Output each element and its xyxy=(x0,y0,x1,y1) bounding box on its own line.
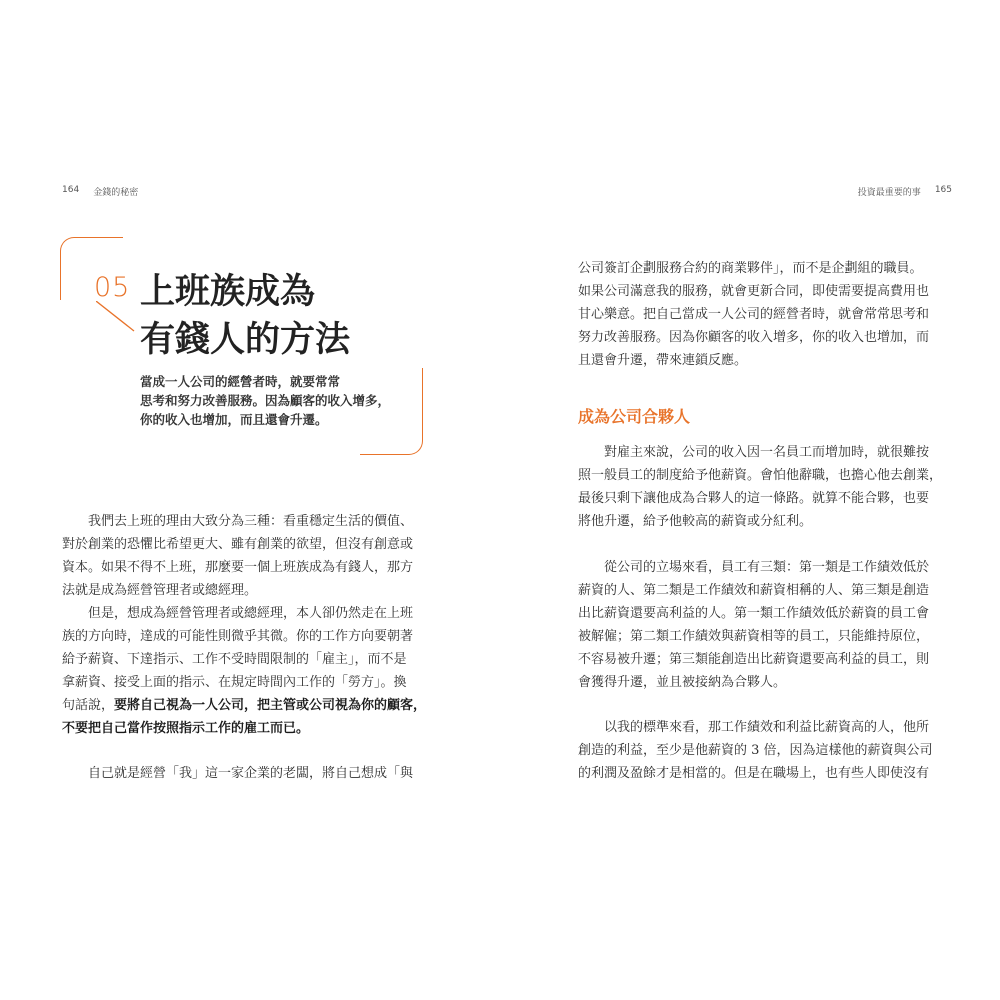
text-line: 以我的標準來看，那工作績效和利益比薪資高的人，他所 xyxy=(604,720,930,735)
text-line: 對於創業的恐懼比希望更大、雖有創業的欲望，但沒有創意或 xyxy=(62,537,414,552)
text-line: 法就是成為經營管理者或總經理。 xyxy=(62,583,258,598)
right-paragraph-3 xyxy=(578,556,948,694)
text-line: 不容易被升遷；第三類能創造出比薪資還要高利益的員工，則 xyxy=(578,652,930,667)
running-chapter-title: 投資最重要的事 xyxy=(857,188,921,198)
text-line: 努力改善服務。因為你顧客的收入增多，你的收入也增加，而 xyxy=(578,330,930,345)
running-head-left xyxy=(62,185,138,198)
text-line: 被解僱；第二類工作績效與薪資相等的員工，只能維持原位， xyxy=(578,629,930,644)
text-line: 出比薪資還要高利益的人。第一類工作績效低於薪資的員工會 xyxy=(578,606,930,621)
summary-line: 你的收入也增加，而且還會升遷。 xyxy=(140,412,328,427)
text-line: 自己就是經營「我」這一家企業的老闆，將自己想成「與 xyxy=(88,766,414,781)
text-line: 的利潤及盈餘才是相當的。但是在職場上，也有些人即使沒有 xyxy=(578,766,930,781)
text-line: 且還會升遷，帶來連鎖反應。 xyxy=(578,353,748,368)
chapter-title xyxy=(140,268,350,364)
text-line: 從公司的立場來看，員工有三類：第一類是工作績效低於 xyxy=(604,560,930,575)
emphasis-text: 不要把自己當作按照指示工作的雇工而已。 xyxy=(62,721,310,736)
chapter-summary xyxy=(140,372,410,429)
text-line: 資本。如果不得不上班，那麼要一個上班族成為有錢人，那方 xyxy=(62,560,414,575)
section-heading: 成為公司合夥人 xyxy=(578,407,691,426)
text-line: 會獲得升遷，並且被接納為合夥人。 xyxy=(578,675,787,690)
text-line: 將他升遷，給予他較高的薪資或分紅利。 xyxy=(578,514,813,529)
summary-line: 當成一人公司的經營者時，就要常常 xyxy=(140,374,341,389)
left-paragraph-2 xyxy=(62,602,434,740)
chapter-title-line: 有錢人的方法 xyxy=(140,320,351,360)
text-line: 族的方向時，達成的可能性則微乎其微。你的工作方向要朝著 xyxy=(62,629,414,644)
book-title: 金錢的秘密 xyxy=(93,188,139,198)
emphasis-text: 要將自己視為一人公司，把主管或公司視為你的顧客， xyxy=(114,698,427,713)
left-paragraph-3 xyxy=(62,762,434,785)
text-line: 如果公司滿意我的服務，就會更新合同，即使需要提高費用也 xyxy=(578,284,930,299)
summary-line: 思考和努力改善服務。因為顧客的收入增多， xyxy=(140,393,391,408)
right-paragraph-2 xyxy=(578,441,948,533)
text-line: 甘心樂意。把自己當成一人公司的經營者時，就會常常思考和 xyxy=(578,307,930,322)
diagonal-accent-line xyxy=(96,301,136,341)
right-paragraph-4 xyxy=(578,716,948,785)
text-line: 對雇主來說，公司的收入因一名員工而增加時，就很難按 xyxy=(604,445,930,460)
text-span: 句話說， xyxy=(62,698,115,713)
text-line: 我們去上班的理由大致分為三種：看重穩定生活的價值、 xyxy=(88,514,414,529)
text-line: 創造的利益，至少是他薪資的 3 倍，因為這樣他的薪資與公司 xyxy=(578,743,933,758)
running-head-right xyxy=(858,185,952,198)
text-line: 給予薪資、下達指示、工作不受時間限制的「雇主」，而不是 xyxy=(62,652,407,667)
page-number-right: 165 xyxy=(934,185,952,195)
right-paragraph-1 xyxy=(578,257,948,372)
text-line: 但是，想成為經營管理者或總經理，本人卻仍然走在上班 xyxy=(88,606,414,621)
text-line: 拿薪資、接受上面的指示、在規定時間內工作的「勞方」。換 xyxy=(62,675,407,690)
chapter-title-line: 上班族成為 xyxy=(140,272,316,312)
text-line: 照一般員工的制度給予他薪資。會怕他辭職，也擔心他去創業， xyxy=(578,468,943,483)
left-paragraph-1 xyxy=(62,510,434,602)
page-number-left: 164 xyxy=(62,185,80,195)
text-line: 薪資的人、第二類是工作績效和薪資相稱的人、第三類是創造 xyxy=(578,583,930,598)
text-line: 公司簽訂企劃服務合約的商業夥伴」，而不是企劃組的職員。 xyxy=(578,261,923,276)
chapter-number: 05 xyxy=(94,272,131,303)
text-line: 最後只剩下讓他成為合夥人的這一條路。就算不能合夥，也要 xyxy=(578,491,930,506)
text-line xyxy=(62,694,434,717)
